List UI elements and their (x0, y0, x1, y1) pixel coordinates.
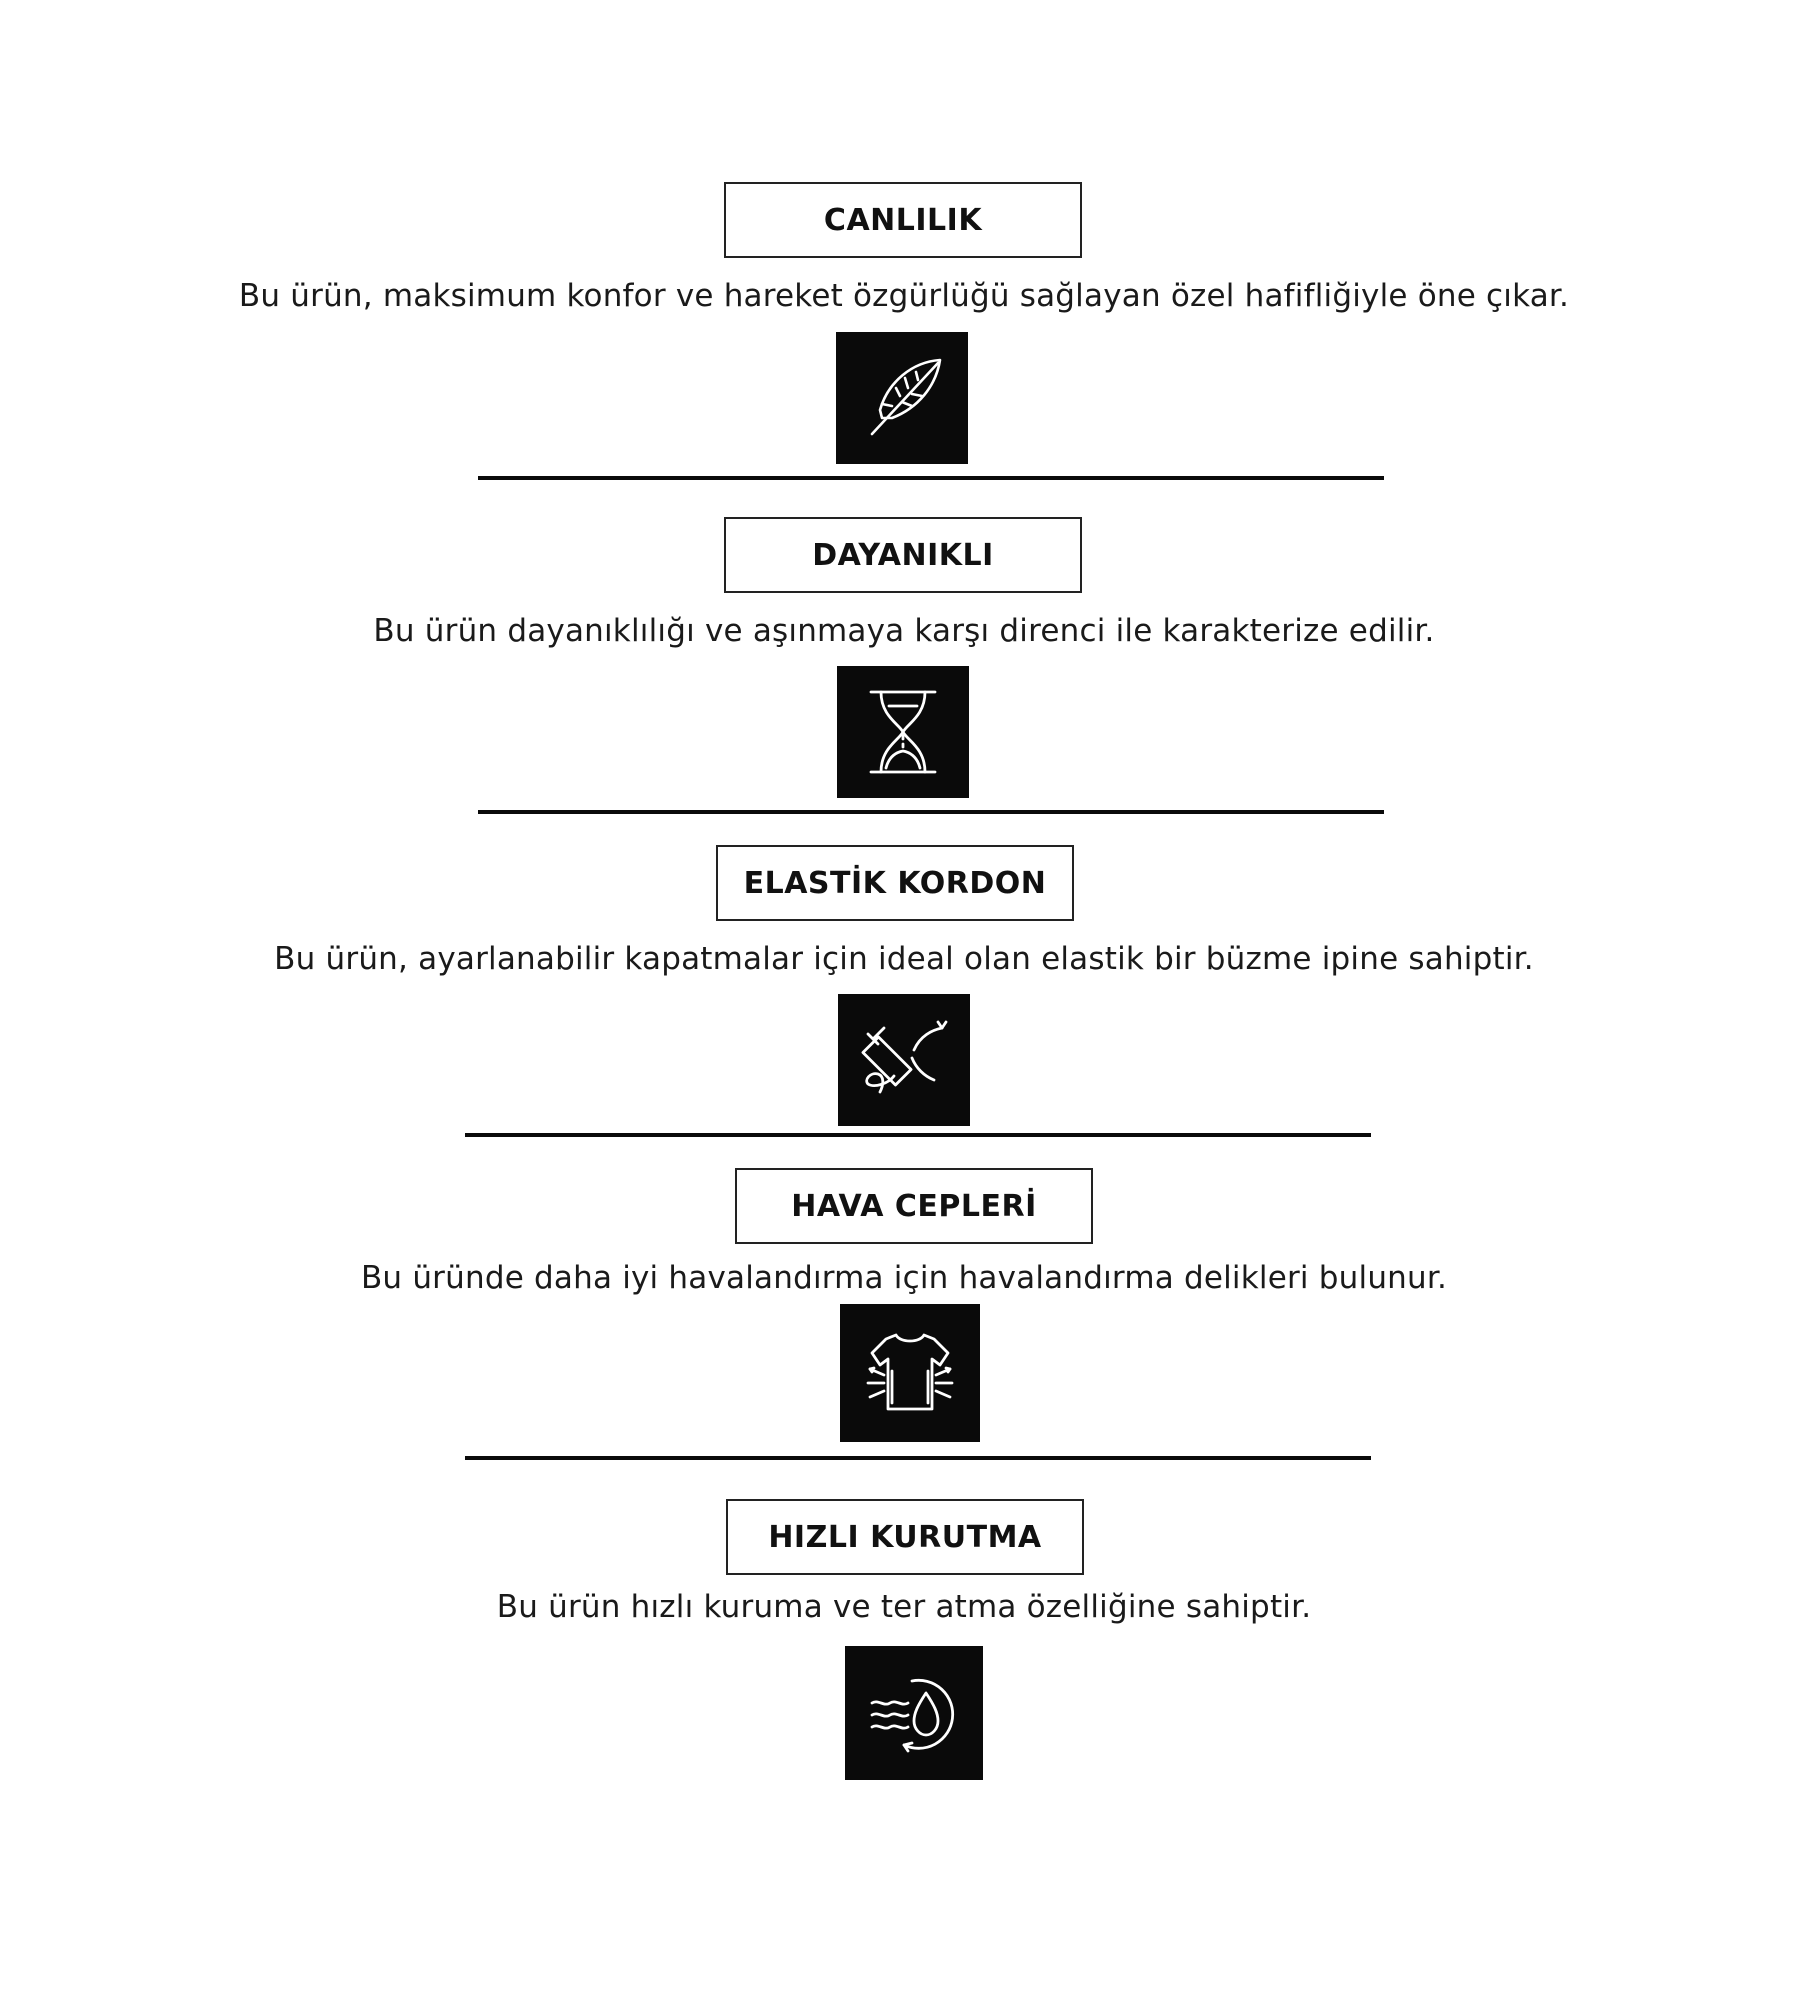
feature-section-lightness (0, 182, 1808, 512)
feature-description: Bu ürün, ayarlanabilir kapatmalar için ideal olan elastik bir büzme ipine sahiptir. (274, 941, 1534, 977)
feature-title: HAVA CEPLERİ (791, 1188, 1037, 1224)
feature-title-box (735, 1168, 1093, 1244)
hourglass-icon (837, 666, 969, 798)
feature-title: HIZLI KURUTMA (768, 1519, 1042, 1555)
elastic-cord-icon (838, 994, 970, 1126)
feature-title-box (724, 517, 1082, 593)
feature-description: Bu ürün hızlı kuruma ve ter atma özelliğine sahiptir. (496, 1589, 1312, 1625)
feature-description: Bu üründe daha iyi havalandırma için havalandırma delikleri bulunur. (360, 1260, 1448, 1296)
feature-title: DAYANIKLI (812, 537, 994, 573)
ventilated-shirt-icon (840, 1304, 980, 1442)
feature-description: Bu ürün, maksimum konfor ve hareket özgürlüğü sağlayan özel hafifliğiyle öne çıkar. (238, 278, 1570, 314)
feature-title: CANLILIK (823, 202, 983, 238)
section-divider (465, 1456, 1371, 1460)
feature-title-box (716, 845, 1074, 921)
section-divider (478, 476, 1384, 480)
feature-section-air-pockets (0, 1168, 1808, 1498)
section-divider (465, 1133, 1371, 1137)
feature-title-box (724, 182, 1082, 258)
section-divider (478, 810, 1384, 814)
feature-section-elastic-cord (0, 845, 1808, 1175)
feature-title-box (726, 1499, 1084, 1575)
quick-dry-icon (845, 1646, 983, 1780)
feature-section-durable (0, 517, 1808, 847)
feather-icon (836, 332, 968, 464)
feature-title: ELASTİK KORDON (743, 865, 1047, 901)
feature-description: Bu ürün dayanıklılığı ve aşınmaya karşı direnci ile karakterize edilir. (373, 613, 1435, 649)
feature-section-quick-dry (0, 1499, 1808, 1829)
